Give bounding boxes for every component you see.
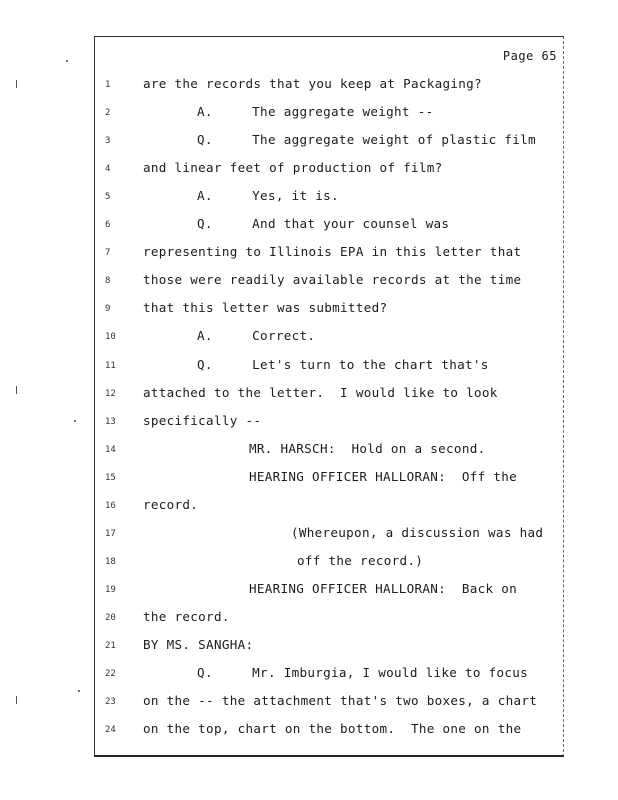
line-number: 8 [105,276,111,287]
line-number: 15 [105,472,116,483]
transcript-line [95,665,563,685]
transcript-line [95,553,563,573]
transcript-line [95,188,563,208]
transcript-line [95,385,563,405]
line-number: 18 [105,556,116,567]
margin-mark [16,386,17,394]
line-text: and linear feet of production of film? [143,160,443,176]
transcript-line [95,244,563,264]
transcript-line [95,357,563,377]
line-number: 7 [105,248,111,259]
line-text: on the -- the attachment that's two boxes, a chart [143,693,538,709]
line-number: 23 [105,697,116,708]
line-text: specifically -- [143,412,262,428]
transcript-line [95,328,563,348]
line-number: 13 [105,416,116,427]
line-text: on the top, chart on the bottom. The one on the [143,721,522,737]
line-text: representing to Illinois EPA in this letter that [143,244,522,260]
transcript-line [95,525,563,545]
transcript-line [95,76,563,96]
transcript-line [95,637,563,657]
transcript-line [95,721,563,741]
line-text: HEARING OFFICER HALLORAN: Off the [249,468,517,484]
line-number: 5 [105,192,111,203]
line-number: 19 [105,584,116,595]
line-number: 9 [105,304,111,315]
line-text: MR. HARSCH: Hold on a second. [249,440,486,456]
line-text: off the record.) [297,552,424,568]
line-number: 3 [105,136,111,147]
line-number: 16 [105,500,116,511]
line-text: HEARING OFFICER HALLORAN: Back on [249,580,517,596]
line-text: record. [143,496,199,512]
line-number: 11 [105,360,116,371]
line-number: 10 [105,332,116,343]
line-text: that this letter was submitted? [143,300,388,316]
transcript-line [95,300,563,320]
margin-mark [16,80,17,88]
scan-speck [78,690,80,692]
line-number: 2 [105,108,111,119]
line-number: 20 [105,612,116,623]
transcript-line [95,441,563,461]
line-text: A. Yes, it is. [197,188,339,204]
line-number: 4 [105,164,111,175]
transcript-line [95,581,563,601]
line-number: 24 [105,725,116,736]
line-text: Q. The aggregate weight of plastic film [197,132,536,148]
line-text: the record. [143,608,230,624]
transcript-line [95,104,563,124]
transcript-line [95,497,563,517]
scan-speck [66,60,68,62]
transcript-line [95,469,563,489]
line-text: are the records that you keep at Packaging? [143,76,482,91]
line-text: Q. And that your counsel was [197,216,450,232]
transcript-page [94,36,564,757]
transcript-line [95,693,563,713]
transcript-line [95,413,563,433]
line-text: BY MS. SANGHA: [143,637,254,652]
line-number: 17 [105,528,116,539]
transcript-line [95,272,563,292]
line-text: (Whereupon, a discussion was had [291,524,544,540]
transcript-line [95,160,563,180]
line-text: A. Correct. [197,328,316,344]
scan-speck [74,420,76,422]
line-text: attached to the letter. I would like to look [143,384,498,400]
line-number: 14 [105,444,116,455]
line-number: 22 [105,669,116,680]
line-number: 1 [105,80,111,90]
line-text: Q. Let's turn to the chart that's [197,356,489,372]
line-text: Q. Mr. Imburgia, I would like to focus [197,665,529,681]
line-text: those were readily available records at the time [143,272,522,288]
page-number: Page 65 [502,49,557,63]
line-number: 6 [105,220,111,231]
margin-mark [16,696,17,704]
line-number: 21 [105,641,116,651]
line-text: A. The aggregate weight -- [197,104,434,120]
transcript-line [95,216,563,236]
line-number: 12 [105,388,116,399]
transcript-line [95,609,563,629]
transcript-line [95,132,563,152]
